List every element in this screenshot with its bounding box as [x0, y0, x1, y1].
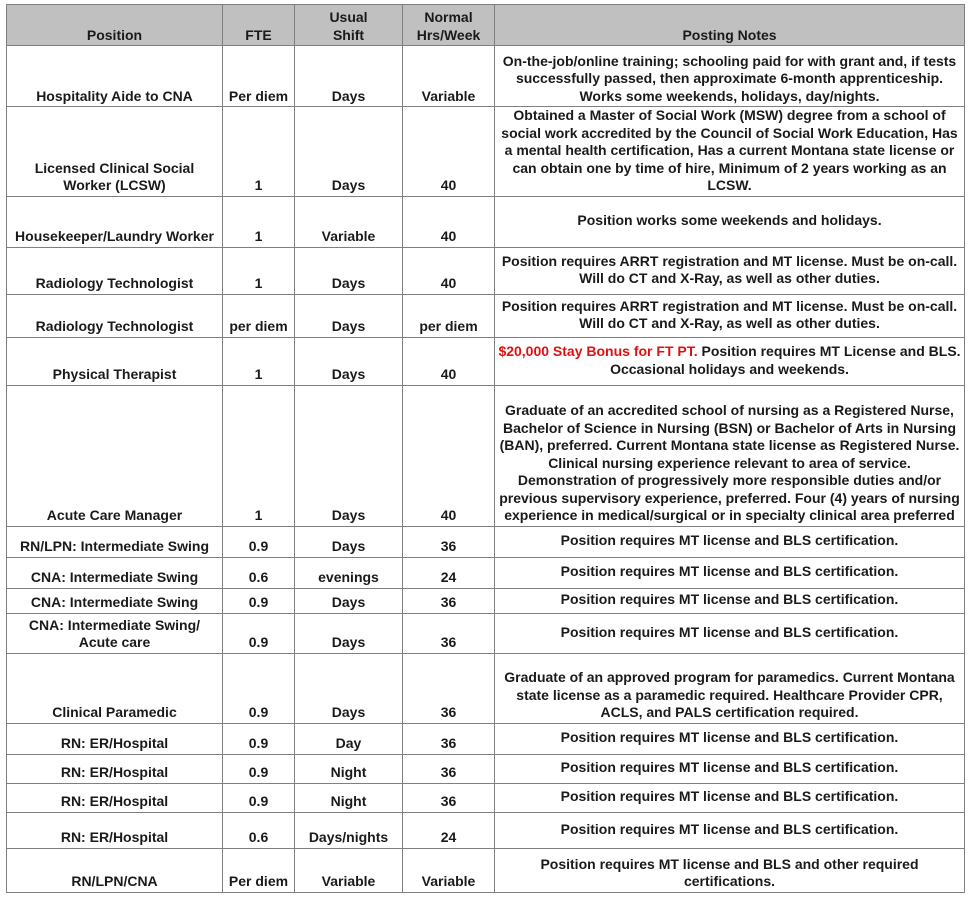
header-posting-notes: Posting Notes — [495, 5, 965, 46]
position-cell: CNA: Intermediate Swing/ Acute care — [7, 613, 223, 653]
hours-cell: 36 — [403, 754, 495, 783]
fte-cell: 0.9 — [223, 754, 295, 783]
posting-notes-text: Position requires ARRT registration and MT license. Must be on-call. Will do CT and X-Ray, as well as other duties. — [501, 297, 958, 331]
position-cell: RN/LPN: Intermediate Swing — [7, 526, 223, 557]
posting-notes-cell — [495, 723, 965, 754]
table-row — [7, 557, 965, 588]
header-row — [7, 5, 965, 46]
fte-cell: Per diem — [223, 848, 295, 892]
fte-cell: 0.9 — [223, 653, 295, 723]
posting-notes-text: Graduate of an approved program for paramedics. Current Montana state license as a paramedic required. Healthcare Provider CPR, ACLS, and PALS certification required. — [504, 669, 955, 720]
shift-cell: Days — [295, 653, 403, 723]
fte-cell: 1 — [223, 385, 295, 526]
fte-cell: 0.9 — [223, 723, 295, 754]
hours-cell: per diem — [403, 294, 495, 337]
position-cell: CNA: Intermediate Swing — [7, 588, 223, 613]
posting-notes-text: Position requires MT License and BLS. Occasional holidays and weekends. — [610, 343, 961, 377]
table-row — [7, 385, 965, 526]
hours-cell: 36 — [403, 723, 495, 754]
posting-notes-text: Position requires MT license and BLS certification. — [560, 532, 899, 549]
hours-cell: 36 — [403, 613, 495, 653]
posting-notes-cell — [495, 247, 965, 294]
table-row — [7, 46, 965, 107]
fte-cell: 0.9 — [223, 526, 295, 557]
table-row — [7, 848, 965, 892]
shift-cell: Night — [295, 754, 403, 783]
shift-cell: Variable — [295, 196, 403, 247]
hours-cell: 40 — [403, 385, 495, 526]
hours-cell: 36 — [403, 588, 495, 613]
posting-notes-text: On-the-job/online training; schooling paid for with grant and, if tests successfully passed, then approximate 6-month apprenticeship. Works some weekends, holidays, day/nights. — [502, 52, 957, 104]
fte-cell: per diem — [223, 294, 295, 337]
header-fte: FTE — [223, 5, 295, 46]
fte-cell: 1 — [223, 107, 295, 197]
table-row — [7, 783, 965, 812]
hours-cell: Variable — [403, 46, 495, 107]
posting-notes-cell — [495, 107, 965, 197]
posting-notes-cell — [495, 783, 965, 812]
posting-notes-text: Obtained a Master of Social Work (MSW) degree from a school of social work accredited by the Council of Social Work Education, Has a mental health certification, Has a current Montana state license or can obtain one by time of hire, Minimum of 2 years working as an LCSW. — [501, 107, 958, 193]
position-cell: Radiology Technologist — [7, 247, 223, 294]
posting-notes-cell — [495, 848, 965, 892]
fte-cell: Per diem — [223, 46, 295, 107]
header-shift-line1: Usual — [329, 9, 368, 25]
posting-notes-text: Position requires MT license and BLS certification. — [560, 729, 899, 746]
shift-cell: Night — [295, 783, 403, 812]
header-hours-line2: Hrs/Week — [416, 26, 481, 43]
position-cell: Physical Therapist — [7, 337, 223, 385]
posting-notes-text: Graduate of an accredited school of nursing as a Registered Nurse, Bachelor of Science in Nursing (BSN) or Bachelor of Arts in Nursing (BAN), preferred. Current Montana state license as Registered Nurse. Clinical nursing experience relevant to area of service. Demonstration of progressively more responsible duties and/or previous supervisory experience, preferred. Four (4) years of nursing experience in medical/surgical or in specialty clinical area preferred — [499, 402, 960, 523]
table-row — [7, 588, 965, 613]
job-postings-table — [6, 4, 965, 893]
shift-cell: Days — [295, 526, 403, 557]
table-row — [7, 526, 965, 557]
position-cell: RN/LPN/CNA — [7, 848, 223, 892]
postings-table-wrapper — [6, 4, 965, 893]
fte-cell: 1 — [223, 247, 295, 294]
posting-notes-text: Position requires MT license and BLS certification. — [560, 591, 899, 608]
header-hours-week — [403, 5, 495, 46]
position-cell: Licensed Clinical Social Worker (LCSW) — [7, 107, 223, 197]
posting-notes-cell — [495, 337, 965, 385]
hours-cell: 40 — [403, 196, 495, 247]
posting-notes-cell — [495, 588, 965, 613]
header-usual-shift — [295, 5, 403, 46]
shift-cell: Days — [295, 46, 403, 107]
position-cell: RN: ER/Hospital — [7, 812, 223, 848]
shift-cell: Variable — [295, 848, 403, 892]
posting-notes-text: Position requires MT license and BLS certification. — [560, 820, 899, 837]
hours-cell: 40 — [403, 247, 495, 294]
position-cell: CNA: Intermediate Swing — [7, 557, 223, 588]
fte-cell: 0.9 — [223, 613, 295, 653]
posting-notes-cell — [495, 613, 965, 653]
posting-notes-text: Position requires MT license and BLS certification. — [560, 759, 899, 776]
shift-cell: Days — [295, 294, 403, 337]
position-cell: Radiology Technologist — [7, 294, 223, 337]
position-cell: Acute Care Manager — [7, 385, 223, 526]
posting-notes-text: Position requires MT license and BLS certification. — [560, 788, 899, 805]
posting-notes-cell — [495, 385, 965, 526]
fte-cell: 1 — [223, 337, 295, 385]
position-cell: RN: ER/Hospital — [7, 783, 223, 812]
fte-cell: 0.9 — [223, 783, 295, 812]
shift-cell: Days — [295, 613, 403, 653]
posting-notes-cell — [495, 812, 965, 848]
shift-cell: Days — [295, 337, 403, 385]
fte-cell: 0.6 — [223, 557, 295, 588]
posting-notes-cell — [495, 294, 965, 337]
header-shift-line2: Shift — [332, 26, 365, 43]
hours-cell: 40 — [403, 337, 495, 385]
position-cell: Housekeeper/Laundry Worker — [7, 196, 223, 247]
posting-notes-cell — [495, 557, 965, 588]
shift-cell: evenings — [295, 557, 403, 588]
posting-notes-cell — [495, 754, 965, 783]
table-row — [7, 337, 965, 385]
shift-cell: Days — [295, 385, 403, 526]
posting-notes-cell — [495, 196, 965, 247]
position-cell: Clinical Paramedic — [7, 653, 223, 723]
table-row — [7, 247, 965, 294]
hours-cell: Variable — [403, 848, 495, 892]
table-row — [7, 812, 965, 848]
header-hours-line1: Normal — [424, 9, 473, 25]
posting-notes-text: Position requires MT license and BLS certification. — [560, 623, 899, 640]
position-cell: RN: ER/Hospital — [7, 723, 223, 754]
table-row — [7, 107, 965, 197]
hours-cell: 36 — [403, 653, 495, 723]
fte-cell: 1 — [223, 196, 295, 247]
position-cell: Hospitality Aide to CNA — [7, 46, 223, 107]
posting-notes-cell — [495, 526, 965, 557]
table-row — [7, 723, 965, 754]
fte-cell: 0.6 — [223, 812, 295, 848]
table-row — [7, 196, 965, 247]
position-cell: RN: ER/Hospital — [7, 754, 223, 783]
hours-cell: 24 — [403, 557, 495, 588]
posting-notes-cell — [495, 46, 965, 107]
posting-notes-text: Position requires MT license and BLS certification. — [560, 563, 899, 580]
posting-notes-text: Position requires MT license and BLS and other required certifications. — [540, 855, 919, 889]
hours-cell: 36 — [403, 783, 495, 812]
shift-cell: Days — [295, 588, 403, 613]
shift-cell: Days — [295, 247, 403, 294]
shift-cell: Day — [295, 723, 403, 754]
table-row — [7, 613, 965, 653]
shift-cell: Days/nights — [295, 812, 403, 848]
hours-cell: 36 — [403, 526, 495, 557]
posting-notes-text: Position requires ARRT registration and MT license. Must be on-call. Will do CT and X-Ray, as well as other duties. — [501, 252, 958, 286]
posting-notes-text: Position works some weekends and holidays. — [577, 212, 882, 229]
shift-cell: Days — [295, 107, 403, 197]
header-position: Position — [7, 5, 223, 46]
posting-notes-cell — [495, 653, 965, 723]
fte-cell: 0.9 — [223, 588, 295, 613]
hours-cell: 40 — [403, 107, 495, 197]
table-row — [7, 754, 965, 783]
table-row — [7, 653, 965, 723]
hours-cell: 24 — [403, 812, 495, 848]
bonus-highlight: $20,000 Stay Bonus for FT PT. — [498, 343, 698, 359]
table-row — [7, 294, 965, 337]
